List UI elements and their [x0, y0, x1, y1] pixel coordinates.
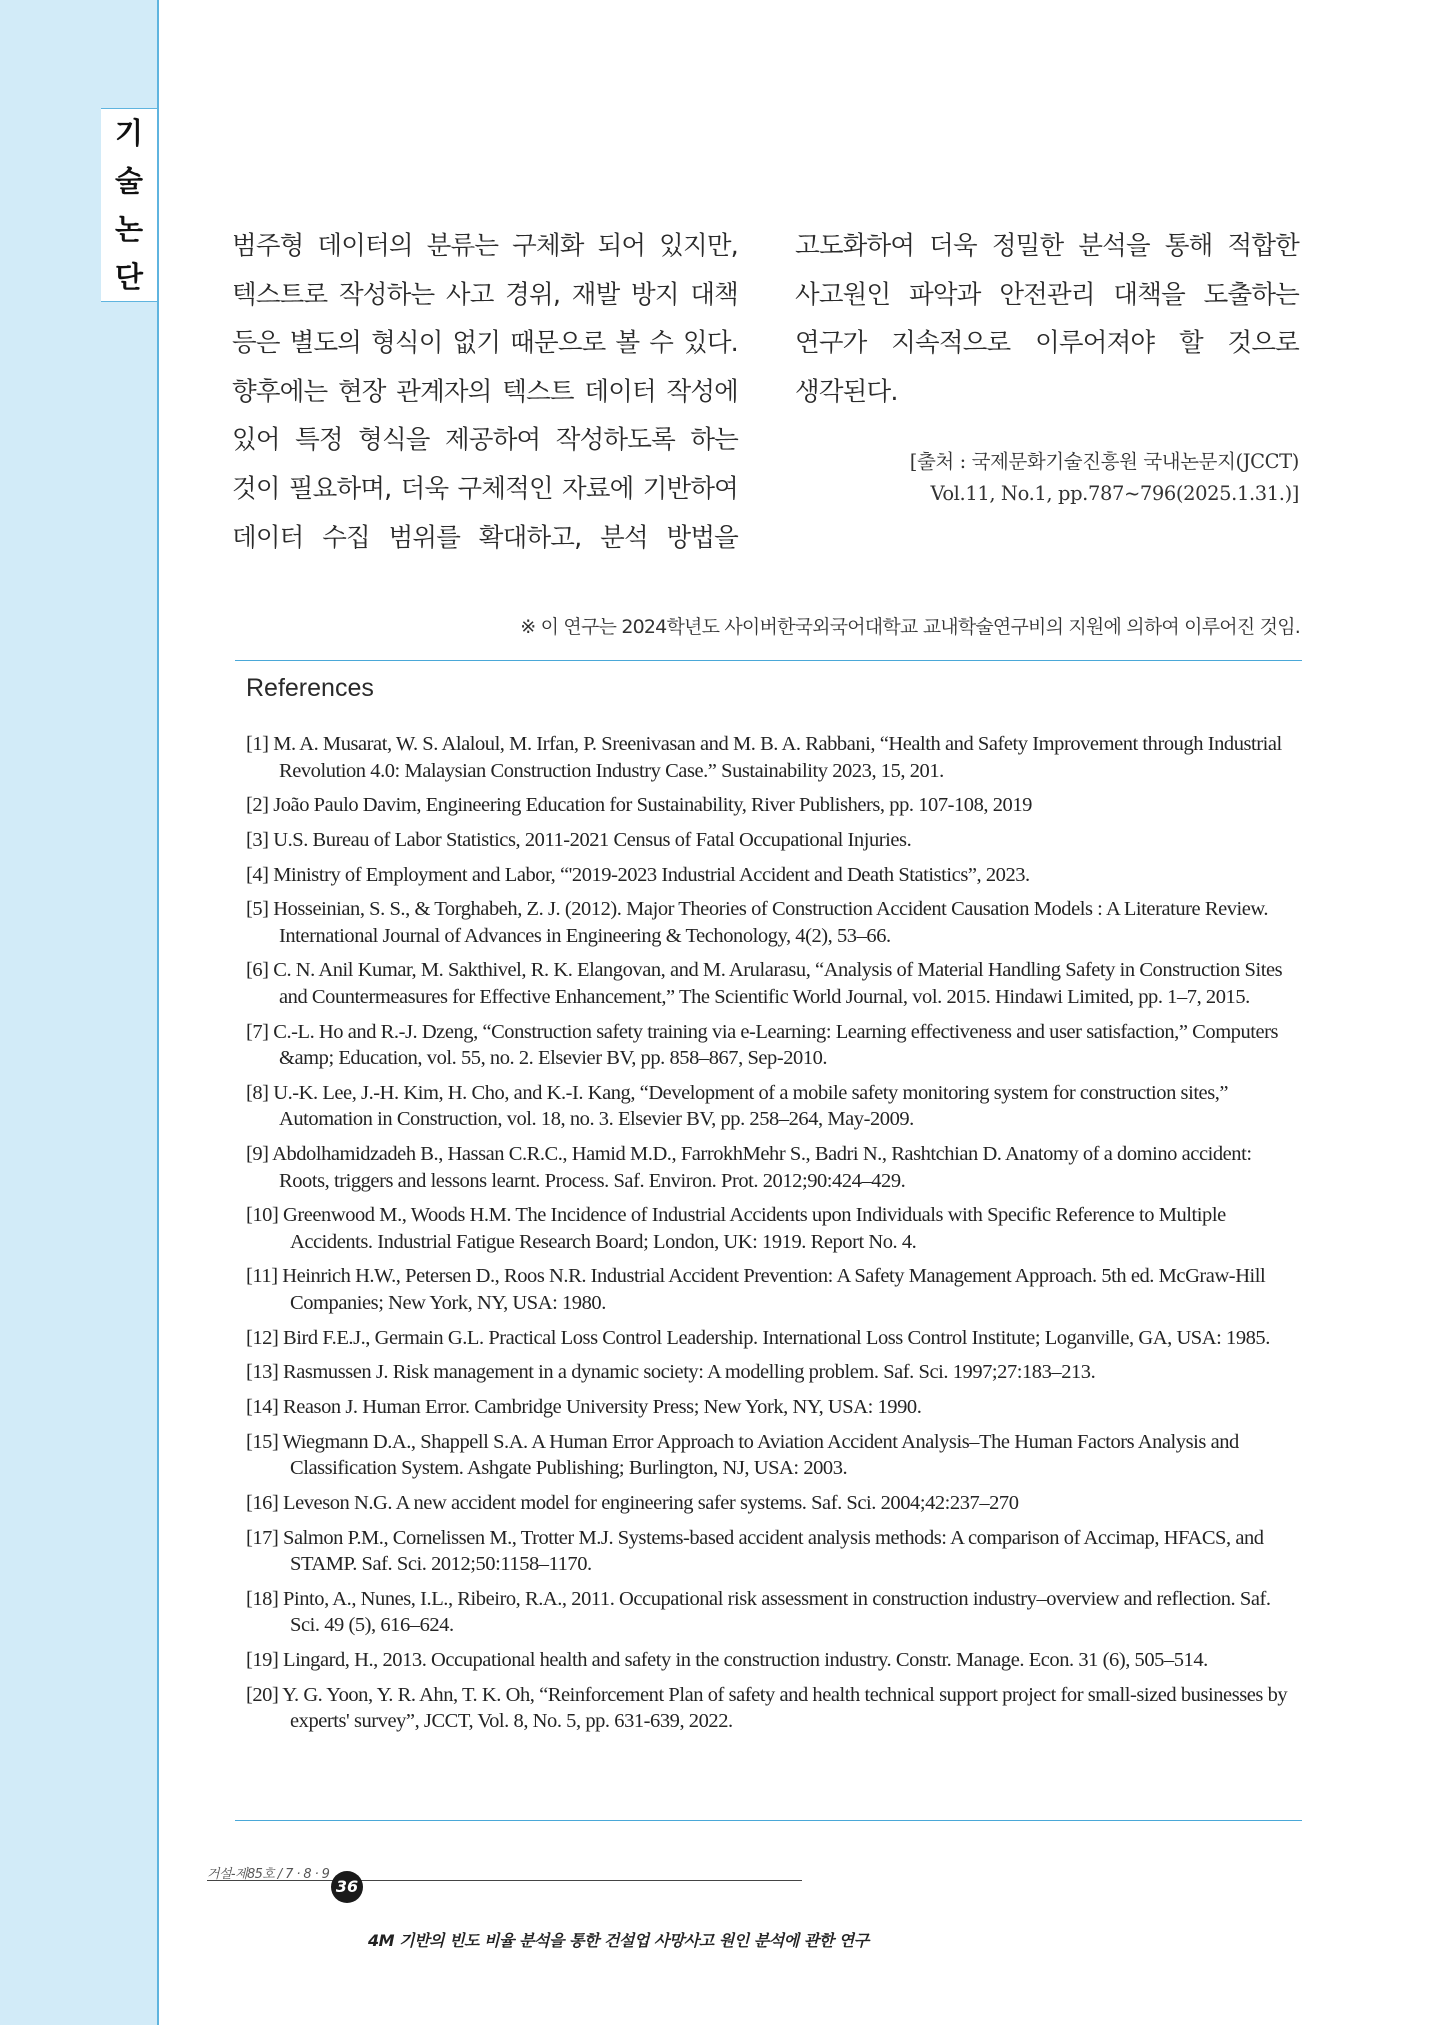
references-heading: References: [246, 674, 374, 702]
reference-item: [11] Heinrich H.W., Petersen D., Roos N.R. Industrial Accident Prevention: A Safety Management Approach. 5th ed. McGraw-Hill Companies; New York, NY, USA: 1980.: [246, 1265, 1266, 1314]
body-line: 등은 별도의 형식이 없기 때문으로 볼 수 있다.: [232, 328, 738, 359]
reference-item: [16] Leveson N.G. A new accident model for engineering safer systems. Saf. Sci. 2004;42:237–270: [246, 1491, 1019, 1514]
section-label-char: 단: [114, 260, 143, 294]
reference-item: [6] C. N. Anil Kumar, M. Sakthivel, R. K. Elangovan, and M. Arularasu, “Analysis of Material Handling Safety in Construction Sites and Countermeasures for Effective Enhancement,” The Scientific World Journal, vol. 2015. Hindawi Limited, pp. 1–7, 2015.: [246, 959, 1283, 1008]
reference-item: [4] Ministry of Employment and Labor, “'2019-2023 Industrial Accident and Death Statistics”, 2023.: [246, 863, 1030, 886]
footer-volume-info: 거설-제85호 / 7 · 8 · 9: [207, 1867, 330, 1882]
body-line: 것이 필요하며, 더욱 구체적인 자료에 기반하여: [232, 473, 738, 504]
body-line: 범주형 데이터의 분류는 구체화 되어 있지만,: [232, 231, 738, 261]
reference-item: [13] Rasmussen J. Risk management in a dynamic society: A modelling problem. Saf. Sci. 1997;27:183–213.: [246, 1361, 1096, 1384]
body-line: 향후에는 현장 관계자의 텍스트 데이터 작성에: [232, 376, 738, 407]
body-line: 생각된다.: [795, 376, 898, 407]
source-line-2: Vol.11, No.1, pp.787~796(2025.1.31.)]: [930, 482, 1299, 505]
body-line: 텍스트로 작성하는 사고 경위, 재발 방지 대책: [232, 279, 738, 310]
reference-item: [7] C.-L. Ho and R.-J. Dzeng, “Construction safety training via e-Learning: Learning effectiveness and user satisfaction,” Computers &amp; Education, vol. 55, no. 2. Elsevier BV, pp. 858–867, Sep-2010.: [246, 1020, 1279, 1070]
reference-item: [14] Reason J. Human Error. Cambridge University Press; New York, NY, USA: 1990.: [246, 1395, 922, 1418]
reference-item: [1] M. A. Musarat, W. S. Alaloul, M. Irfan, P. Sreenivasan and M. B. A. Rabbani, “Health and Safety Improvement through Industrial Revolution 4.0: Malaysian Construction Industry Case.” Sustainability 2023, 15, 201.: [246, 733, 1282, 782]
body-line: 데이터 수집 범위를 확대하고, 분석 방법을: [232, 522, 738, 553]
reference-item: [3] U.S. Bureau of Labor Statistics, 2011-2021 Census of Fatal Occupational Injuries.: [246, 828, 912, 851]
reference-item: [19] Lingard, H., 2013. Occupational health and safety in the construction industry. Constr. Manage. Econ. 31 (6), 505–514.: [246, 1648, 1208, 1671]
reference-item: [2] João Paulo Davim, Engineering Education for Sustainability, River Publishers, pp. 107-108, 2019: [246, 794, 1032, 817]
section-label-char: 기: [114, 116, 143, 150]
sidebar-band: [0, 0, 159, 2025]
reference-list: [246, 731, 1298, 1743]
body-line: 고도화하여 더욱 정밀한 분석을 통해 적합한: [795, 231, 1299, 261]
reference-item: [9] Abdolhamidzadeh B., Hassan C.R.C., Hamid M.D., FarrokhMehr S., Badri N., Rashtchian D. Anatomy of a domino accident: Roots, triggers and lessons learnt. Process. Saf. Environ. Prot. 2012;90:424–429.: [246, 1143, 1252, 1192]
reference-item: [10] Greenwood M., Woods H.M. The Incidence of Industrial Accidents upon Individuals with Specific Reference to Multiple Accidents. Industrial Fatigue Research Board; London, UK: 1919. Report No. 4.: [246, 1204, 1226, 1253]
reference-item: [18] Pinto, A., Nunes, I.L., Ribeiro, R.A., 2011. Occupational risk assessment in construction industry–overview and reflection. Saf. Sci. 49 (5), 616–624.: [246, 1587, 1271, 1637]
reference-item: [12] Bird F.E.J., Germain G.L. Practical Loss Control Leadership. International Loss Control Institute; Loganville, GA, USA: 1985.: [246, 1326, 1270, 1349]
body-line: 있어 특정 형식을 제공하여 작성하도록 하는: [232, 425, 738, 456]
funding-acknowledgement: ※ 이 연구는 2024학년도 사이버한국외국어대학교 교내학술연구비의 지원에 의하여 이루어진 것임.: [520, 616, 1300, 638]
reference-item: [20] Y. G. Yoon, Y. R. Ahn, T. K. Oh, “Reinforcement Plan of safety and health technical support project for small-sized businesses by experts' survey”, JCCT, Vol. 8, No. 5, pp. 631-639, 2022.: [246, 1683, 1288, 1733]
section-label-char: 술: [114, 164, 143, 198]
source-citation: [795, 446, 1299, 510]
body-column-right: [795, 222, 1299, 416]
footer-rule: [207, 1880, 802, 1881]
reference-item: [8] U.-K. Lee, J.-H. Kim, H. Cho, and K.-I. Kang, “Development of a mobile safety monitoring system for construction sites,” Automation in Construction, vol. 18, no. 3. Elsevier BV, pp. 258–264, May-2009.: [246, 1081, 1229, 1131]
source-line-1: [출처 : 국제문화기술진흥원 국내논문지(JCCT): [909, 450, 1299, 473]
reference-item: [5] Hosseinian, S. S., & Torghabeh, Z. J. (2012). Major Theories of Construction Accident Causation Models : A Literature Review. International Journal of Advances in Engineering & Techonology, 4(2), 53–66.: [246, 898, 1269, 947]
section-label-char: 논: [114, 212, 143, 246]
reference-item: [15] Wiegmann D.A., Shappell S.A. A Human Error Approach to Aviation Accident Analysis–The Human Factors Analysis and Classification System. Ashgate Publishing; Burlington, NJ, USA: 2003.: [246, 1430, 1239, 1480]
divider-top: [235, 660, 1302, 661]
body-line: 연구가 지속적으로 이루어져야 할 것으로: [795, 328, 1299, 359]
reference-item: [17] Salmon P.M., Cornelissen M., Trotter M.J. Systems-based accident analysis methods: A comparison of Accimap, HFACS, and STAMP. Saf. Sci. 2012;50:1158–1170.: [246, 1526, 1264, 1575]
page-number-badge: 36: [331, 1871, 363, 1903]
body-line: 사고원인 파악과 안전관리 대책을 도출하는: [795, 279, 1299, 310]
section-label: [101, 108, 157, 302]
body-column-left: [232, 222, 738, 562]
divider-bottom: [235, 1820, 1302, 1821]
footer-article-title: 4M 기반의 빈도 비율 분석을 통한 건설업 사망사고 원인 분석에 관한 연구: [368, 1931, 869, 1950]
